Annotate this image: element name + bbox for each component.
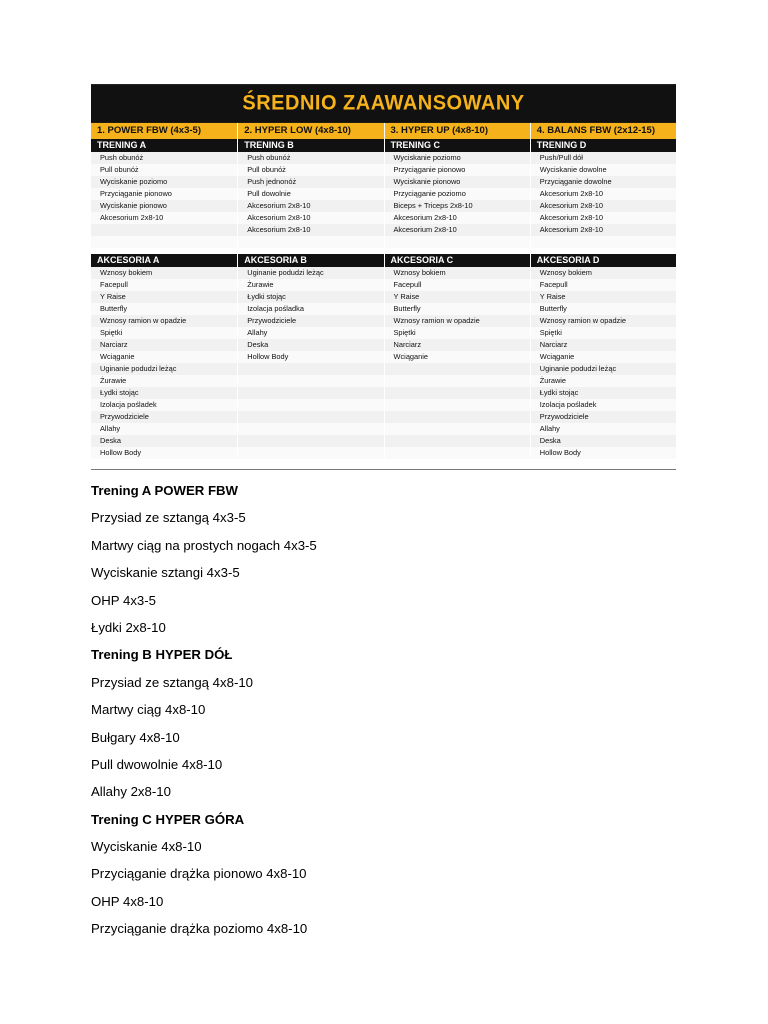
accessory-cell: Wciąganie [385, 351, 530, 363]
exercise-line: Pull dwowolnie 4x8-10 [91, 756, 223, 772]
exercise-list [91, 152, 237, 248]
accessory-cell: Deska [531, 435, 676, 447]
accessory-cell: Spiętki [91, 327, 237, 339]
column-header: 1. POWER FBW (4x3-5) [91, 122, 237, 139]
accessory-cell [385, 399, 530, 411]
exercise-cell: Akcesorium 2x8-10 [385, 224, 530, 236]
exercise-list [238, 152, 383, 248]
accessory-label: AKCESORIA A [91, 254, 237, 267]
exercise-cell: Push/Pull dół [531, 152, 676, 164]
exercise-cell: Przyciąganie dowolne [531, 176, 676, 188]
accessory-cell: Y Raise [385, 291, 530, 303]
exercise-cell [238, 236, 383, 248]
accessory-cell: Wznosy bokiem [385, 267, 530, 279]
exercise-line: OHP 4x8-10 [91, 893, 164, 909]
accessory-cell: Allahy [531, 423, 676, 435]
accessory-cell [238, 387, 383, 399]
accessory-cell: Hollow Body [91, 447, 237, 459]
accessory-cell: Uginanie podudzi leżąc [91, 363, 237, 375]
accessory-cell [385, 423, 530, 435]
exercise-line: Przysiad ze sztangą 4x3-5 [91, 510, 246, 526]
exercise-list [385, 152, 530, 248]
training-label: TRENING C [385, 139, 530, 152]
plan-grid [91, 122, 676, 459]
exercise-cell: Wyciskanie pionowo [385, 176, 530, 188]
accessory-cell: Żurawie [91, 375, 237, 387]
exercise-cell: Wyciskanie dowolne [531, 164, 676, 176]
accessory-cell: Y Raise [531, 291, 676, 303]
accessory-cell: Żurawie [531, 375, 676, 387]
plan-title: ŚREDNIO ZAAWANSOWANY [91, 84, 676, 123]
exercise-cell [531, 236, 676, 248]
accessory-cell: Łydki stojąc [238, 291, 383, 303]
exercise-line: Martwy ciąg na prostych nogach 4x3-5 [91, 537, 317, 553]
accessory-cell: Uginanie podudzi leżąc [531, 363, 676, 375]
accessory-cell: Allahy [238, 327, 383, 339]
column-header: 4. BALANS FBW (2x12-15) [531, 122, 676, 139]
exercise-line: Przysiad ze sztangą 4x8-10 [91, 674, 253, 690]
training-label: TRENING B [238, 139, 383, 152]
exercise-line: OHP 4x3-5 [91, 592, 156, 608]
accessory-list [238, 267, 383, 459]
accessory-label: AKCESORIA B [238, 254, 383, 267]
accessory-cell [385, 375, 530, 387]
exercise-line: Bułgary 4x8-10 [91, 729, 180, 745]
exercise-cell: Akcesorium 2x8-10 [385, 212, 530, 224]
exercise-cell: Biceps + Triceps 2x8-10 [385, 200, 530, 212]
accessory-cell: Wciąganie [91, 351, 237, 363]
plan-column [91, 122, 237, 459]
accessory-cell: Narciarz [531, 339, 676, 351]
accessory-cell: Spiętki [531, 327, 676, 339]
accessory-list [531, 267, 676, 459]
exercise-line: Przyciąganie drążka poziomo 4x8-10 [91, 921, 308, 937]
plan-column [237, 122, 383, 459]
exercise-cell: Akcesorium 2x8-10 [531, 200, 676, 212]
accessory-cell: Facepull [531, 279, 676, 291]
accessory-cell: Narciarz [91, 339, 237, 351]
exercise-cell: Pull dowolnie [238, 188, 383, 200]
accessory-cell: Y Raise [91, 291, 237, 303]
accessory-cell: Wciąganie [531, 351, 676, 363]
exercise-cell: Akcesorium 2x8-10 [238, 200, 383, 212]
accessory-cell: Żurawie [238, 279, 383, 291]
accessory-cell: Izolacja pośladka [238, 303, 383, 315]
training-label: TRENING A [91, 139, 237, 152]
accessory-cell [385, 447, 530, 459]
accessory-cell: Izolacja pośladek [91, 399, 237, 411]
exercise-cell: Akcesorium 2x8-10 [238, 224, 383, 236]
exercise-line: Przyciąganie drążka pionowo 4x8-10 [91, 866, 307, 882]
accessory-cell: Przywodziciele [91, 411, 237, 423]
section-heading: Trening B HYPER DÓŁ [91, 647, 233, 663]
accessory-list [91, 267, 237, 459]
document-body [91, 482, 711, 948]
exercise-cell: Przyciąganie pionowo [91, 188, 237, 200]
exercise-line: Wyciskanie sztangi 4x3-5 [91, 565, 240, 581]
accessory-cell [238, 363, 383, 375]
accessory-cell: Łydki stojąc [91, 387, 237, 399]
exercise-cell: Wyciskanie poziomo [91, 176, 237, 188]
exercise-cell: Push obunóż [238, 152, 383, 164]
column-header: 2. HYPER LOW (4x8-10) [238, 122, 383, 139]
training-label: TRENING D [531, 139, 676, 152]
exercise-cell [385, 236, 530, 248]
accessory-cell: Facepull [385, 279, 530, 291]
accessory-cell [385, 435, 530, 447]
exercise-cell [91, 236, 237, 248]
exercise-line: Martwy ciąg 4x8-10 [91, 702, 206, 718]
exercise-cell: Akcesorium 2x8-10 [531, 224, 676, 236]
exercise-line: Wyciskanie 4x8-10 [91, 839, 202, 855]
accessory-cell: Spiętki [385, 327, 530, 339]
exercise-cell: Push jednonóż [238, 176, 383, 188]
section-heading: Trening A POWER FBW [91, 483, 239, 498]
training-plan-image [91, 85, 676, 470]
accessory-cell: Przywodziciele [238, 315, 383, 327]
plan-column [384, 122, 530, 459]
exercise-cell: Akcesorium 2x8-10 [91, 212, 237, 224]
accessory-label: AKCESORIA D [531, 254, 676, 267]
column-header: 3. HYPER UP (4x8-10) [385, 122, 530, 139]
accessory-cell [238, 399, 383, 411]
exercise-cell: Akcesorium 2x8-10 [238, 212, 383, 224]
accessory-cell [385, 387, 530, 399]
accessory-cell: Butterfly [385, 303, 530, 315]
accessory-cell: Butterfly [531, 303, 676, 315]
accessory-cell: Deska [238, 339, 383, 351]
accessory-cell: Wznosy ramion w opadzie [385, 315, 530, 327]
exercise-cell [91, 224, 237, 236]
accessory-cell: Izolacja pośladek [531, 399, 676, 411]
section-heading: Trening C HYPER GÓRA [91, 811, 245, 827]
plan-column [530, 122, 676, 459]
accessory-cell: Wznosy bokiem [91, 267, 237, 279]
accessory-cell [385, 411, 530, 423]
accessory-cell [385, 363, 530, 375]
accessory-cell [238, 423, 383, 435]
accessory-label: AKCESORIA C [385, 254, 530, 267]
exercise-cell: Przyciąganie poziomo [385, 188, 530, 200]
exercise-cell: Pull obunóż [238, 164, 383, 176]
accessory-cell: Deska [91, 435, 237, 447]
accessory-list [385, 267, 530, 459]
accessory-cell: Butterfly [91, 303, 237, 315]
accessory-cell: Łydki stojąc [531, 387, 676, 399]
accessory-cell: Facepull [91, 279, 237, 291]
exercise-cell: Pull obunóż [91, 164, 237, 176]
accessory-cell [238, 375, 383, 387]
exercise-cell: Push obunóż [91, 152, 237, 164]
exercise-cell: Wyciskanie pionowo [91, 200, 237, 212]
accessory-cell: Hollow Body [531, 447, 676, 459]
accessory-cell: Allahy [91, 423, 237, 435]
exercise-cell: Akcesorium 2x8-10 [531, 188, 676, 200]
image-bottom-border [91, 469, 676, 470]
accessory-cell: Hollow Body [238, 351, 383, 363]
accessory-cell [238, 435, 383, 447]
exercise-list [531, 152, 676, 248]
accessory-cell: Uginanie podudzi leżąc [238, 267, 383, 279]
accessory-cell: Wznosy ramion w opadzie [531, 315, 676, 327]
exercise-cell: Przyciąganie pionowo [385, 164, 530, 176]
accessory-cell: Wznosy ramion w opadzie [91, 315, 237, 327]
accessory-cell: Wznosy bokiem [531, 267, 676, 279]
exercise-cell: Wyciskanie poziomo [385, 152, 530, 164]
exercise-line: Allahy 2x8-10 [91, 784, 171, 800]
exercise-cell: Akcesorium 2x8-10 [531, 212, 676, 224]
exercise-line: Łydki 2x8-10 [91, 619, 166, 635]
accessory-cell: Przywodziciele [531, 411, 676, 423]
accessory-cell [238, 411, 383, 423]
accessory-cell [238, 447, 383, 459]
accessory-cell: Narciarz [385, 339, 530, 351]
